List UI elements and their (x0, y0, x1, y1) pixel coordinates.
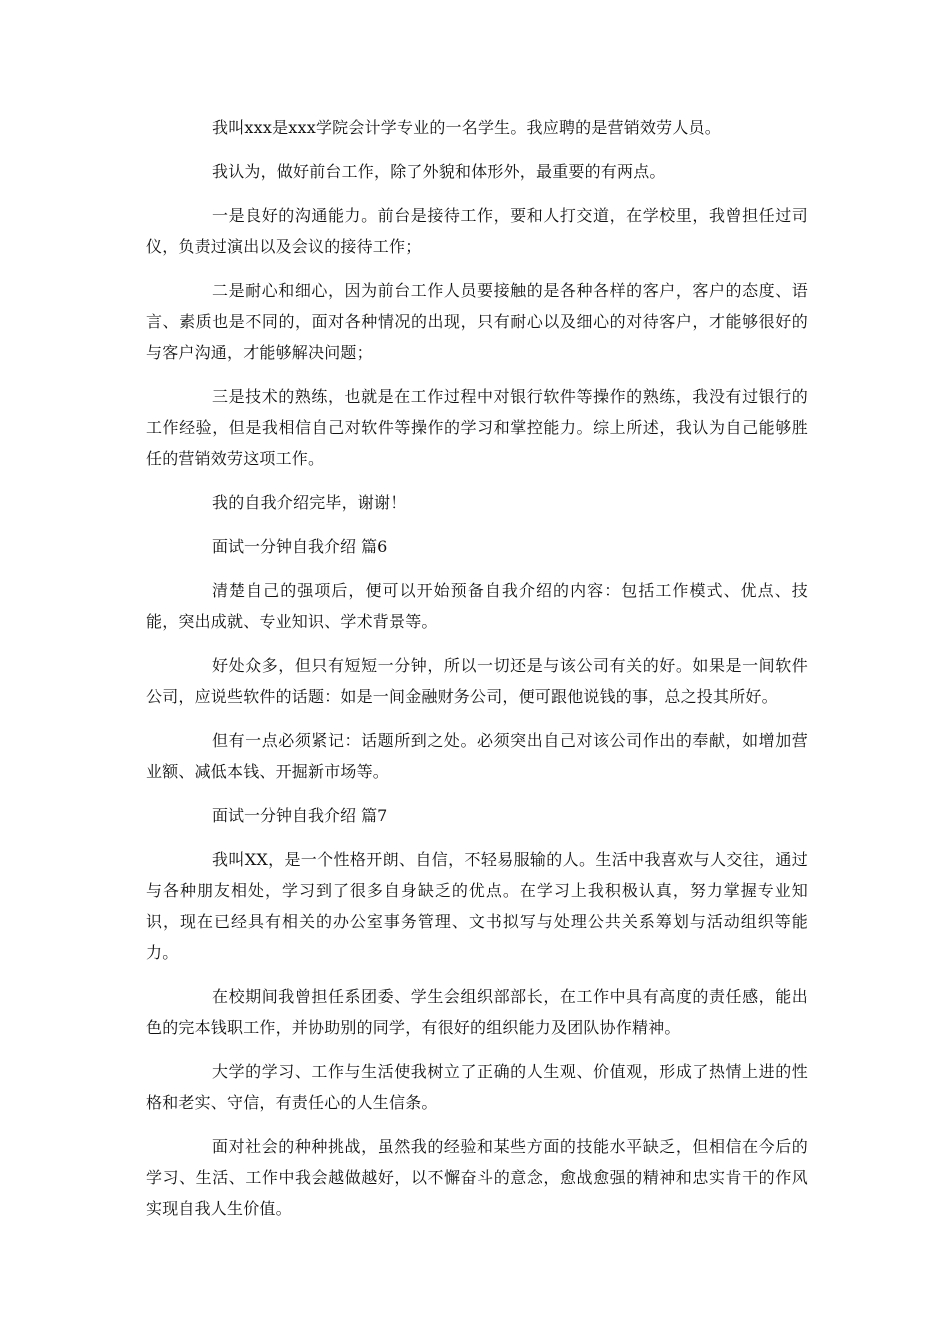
paragraph-personality: 我叫XX，是一个性格开朗、自信，不轻易服输的人。生活中我喜欢与人交往，通过与各种朋友相处，学习到了很多自身缺乏的优点。在学习上我积极认真，努力掌握专业知识，现在已经具有相关的办公室事务管理、文书拟写与处理公共关系筹划与活动组织等能力。 (146, 850, 808, 962)
section-heading-6: 面试一分钟自我介绍 篇6 (212, 537, 388, 556)
document-body (146, 112, 808, 1237)
paragraph-intro-name: 我叫xxx是xxx学院会计学专业的一名学生。我应聘的是营销效劳人员。 (212, 118, 721, 137)
paragraph-point-two: 二是耐心和细心，因为前台工作人员要接触的是各种各样的客户，客户的态度、语言、素质也是不同的，面对各种情况的出现，只有耐心以及细心的对待客户，才能够很好的与客户沟通，才能够解决问题； (146, 281, 808, 362)
section-heading-7: 面试一分钟自我介绍 篇7 (212, 806, 388, 825)
paragraph-point-three: 三是技术的熟练，也就是在工作过程中对银行软件等操作的熟练，我没有过银行的工作经验，但是我相信自己对软件等操作的学习和掌控能力。综上所述，我认为自己能够胜任的营销效劳这项工作。 (146, 387, 808, 468)
paragraph-company-relevance: 好处众多，但只有短短一分钟，所以一切还是与该公司有关的好。如果是一间软件公司，应说些软件的话题：如是一间金融财务公司，便可跟他说钱的事，总之投其所好。 (146, 656, 808, 706)
paragraph-contribution: 但有一点必须紧记：话题所到之处。必须突出自己对该公司作出的奉献，如增加营业额、减低本钱、开掘新市场等。 (146, 731, 808, 781)
paragraph-values: 大学的学习、工作与生活使我树立了正确的人生观、价值观，形成了热情上进的性格和老实、守信，有责任心的人生信条。 (146, 1062, 808, 1112)
paragraph-point-one: 一是良好的沟通能力。前台是接待工作，要和人打交道，在学校里，我曾担任过司仪，负责过演出以及会议的接待工作； (146, 206, 808, 256)
paragraph-campus-roles: 在校期间我曾担任系团委、学生会组织部部长，在工作中具有高度的责任感，能出色的完本钱职工作，并协助别的同学，有很好的组织能力及团队协作精神。 (146, 987, 808, 1037)
paragraph-closing: 我的自我介绍完毕，谢谢！ (212, 493, 407, 512)
paragraph-strengths: 清楚自己的强项后，便可以开始预备自我介绍的内容：包括工作模式、优点、技能，突出成就、专业知识、学术背景等。 (146, 581, 808, 631)
paragraph-challenges: 面对社会的种种挑战，虽然我的经验和某些方面的技能水平缺乏，但相信在今后的学习、生活、工作中我会越做越好，以不懈奋斗的意念，愈战愈强的精神和忠实肯干的作风实现自我人生价值。 (146, 1137, 808, 1218)
paragraph-front-desk-view: 我认为，做好前台工作，除了外貌和体形外，最重要的有两点。 (212, 162, 666, 181)
